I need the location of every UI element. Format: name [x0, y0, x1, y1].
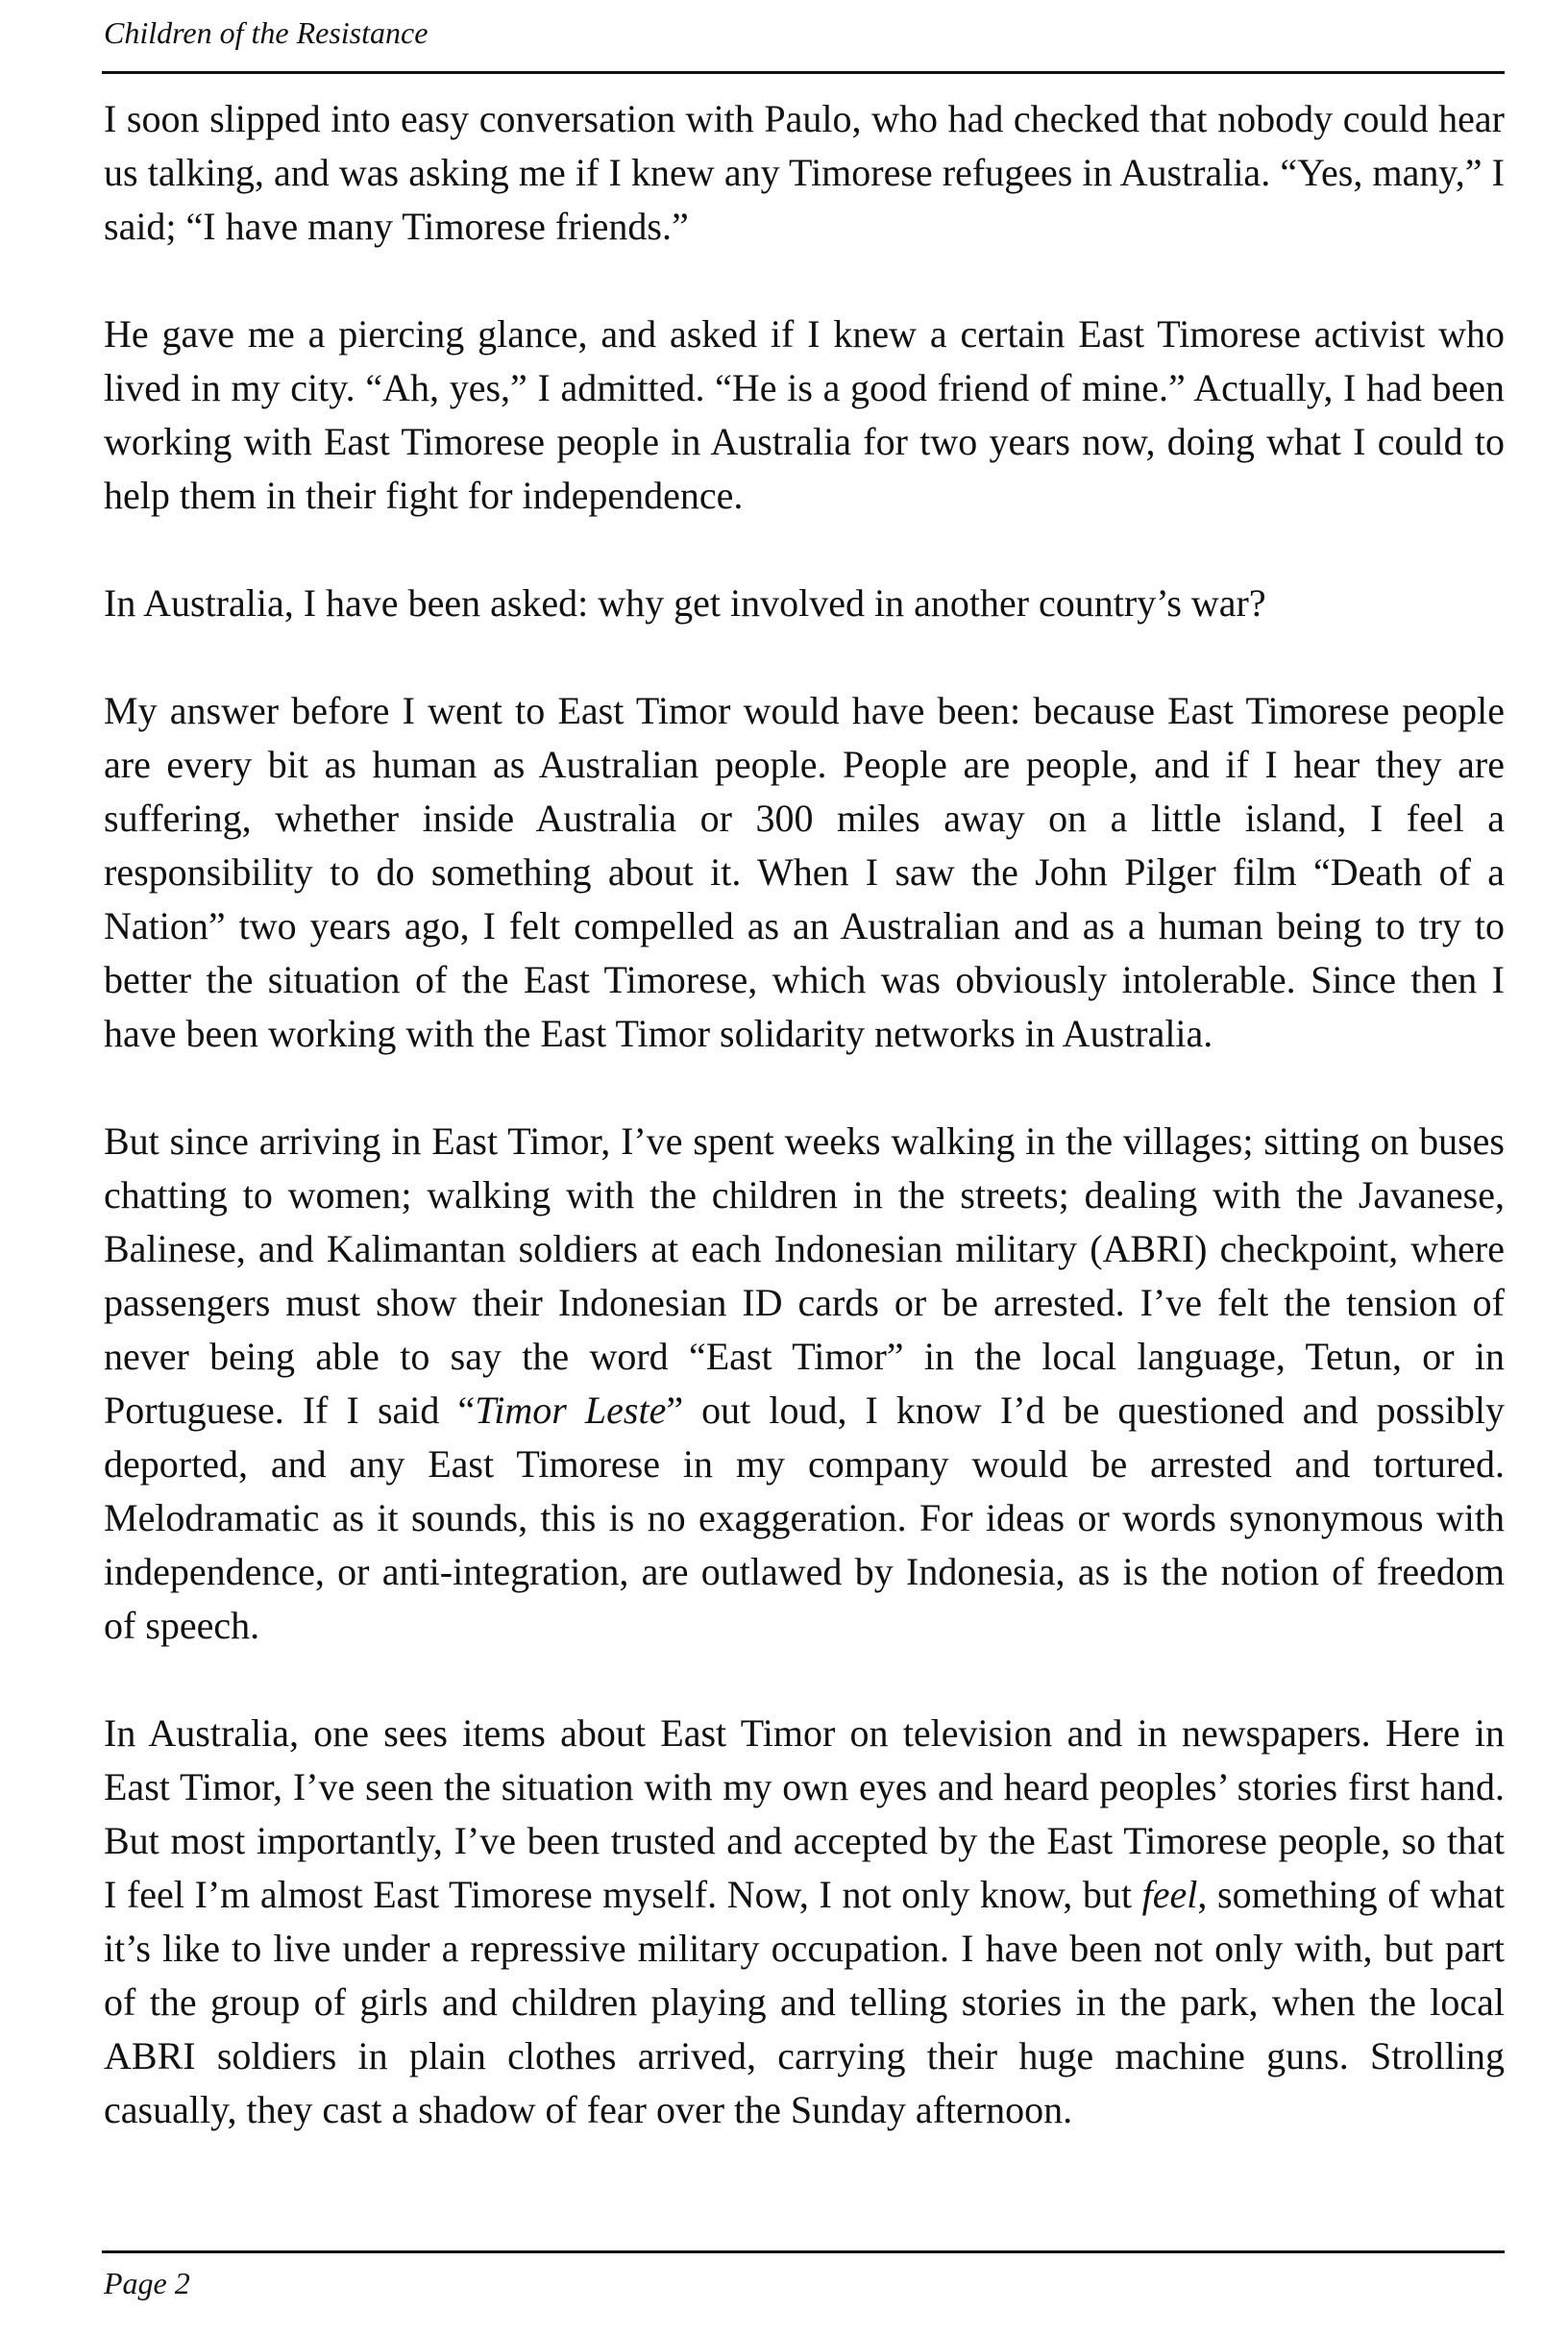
paragraph-6-text-before: In Australia, one sees items about East Timor on television and in newspapers. Here in East Timor, I’ve seen the situation with my own eyes and heard peoples’ stories first hand. But most importantly, I’ve been trusted and accepted by the East Timorese people, so that I feel I’m almost East Timorese myself. Now, I not only know, but [104, 1711, 1505, 1916]
paragraph-6 [104, 1707, 1505, 2137]
header-rule [102, 71, 1505, 74]
paragraph-1: I soon slipped into easy conversation with Paulo, who had checked that nobody could hear us talking, and was asking me if I knew any Timorese refugees in Australia. “Yes, many,” I said; “I have many Timorese friends.” [104, 97, 1505, 248]
paragraph-5-text-after: ” out loud, I know I’d be questioned and possibly deported, and any East Timorese in my company would be arrested and tortured. Melodramatic as it sounds, this is no exaggeration. For ideas or words synonymous with independence, or anti-integration, are outlawed by Indonesia, as is the notion of freedom of speech. [104, 1389, 1505, 1647]
paragraph-6-emphasis: feel [1141, 1873, 1198, 1916]
body-text [104, 92, 1505, 2137]
running-head-title: Children of the Resistance [104, 15, 429, 50]
page-number: Page 2 [104, 2266, 190, 2300]
paragraph-6-text-after: , something of what it’s like to live under a repressive military occupation. I have been not only with, but part of the group of girls and children playing and telling stories in the park, when the local ABRI soldiers in plain clothes arrived, carrying their huge machine guns. Strolling casually, they cast a shadow of fear over the Sunday afternoon. [104, 1873, 1505, 2131]
paragraph-5 [104, 1115, 1505, 1653]
paragraph-3: In Australia, I have been asked: why get involved in another country’s war? [104, 581, 1266, 625]
paragraph-4: My answer before I went to East Timor would have been: because East Timorese people are every bit as human as Australian people. People are people, and if I hear they are suffering, whether inside Australia or 300 miles away on a little island, I feel a responsibility to do something about it. When I saw the John Pilger film “Death of a Nation” two years ago, I felt compelled as an Australian and as a human being to try to better the situation of the East Timorese, which was obviously intolerable. Since then I have been working with the East Timor solidarity networks in Australia. [104, 689, 1505, 1055]
paragraph-2: He gave me a piercing glance, and asked if I knew a certain East Timorese activist who lived in my city. “Ah, yes,” I admitted. “He is a good friend of mine.” Actually, I had been working with East Timorese people in Australia for two years now, doing what I could to help them in their fight for independence. [104, 312, 1505, 517]
paragraph-5-emphasis: Timor Leste [475, 1389, 667, 1432]
footer-rule [102, 2250, 1505, 2253]
paragraph-5-text-before: But since arriving in East Timor, I’ve spent weeks walking in the villages; sitting on buses chatting to women; walking with the children in the streets; dealing with the Javanese, Balinese, and Kalimantan soldiers at each Indonesian military (ABRI) checkpoint, where passengers must show their Indonesian ID cards or be arrested. I’ve felt the tension of never being able to say the word “East Timor” in the local language, Tetun, or in Portuguese. If I said “ [104, 1119, 1505, 1432]
